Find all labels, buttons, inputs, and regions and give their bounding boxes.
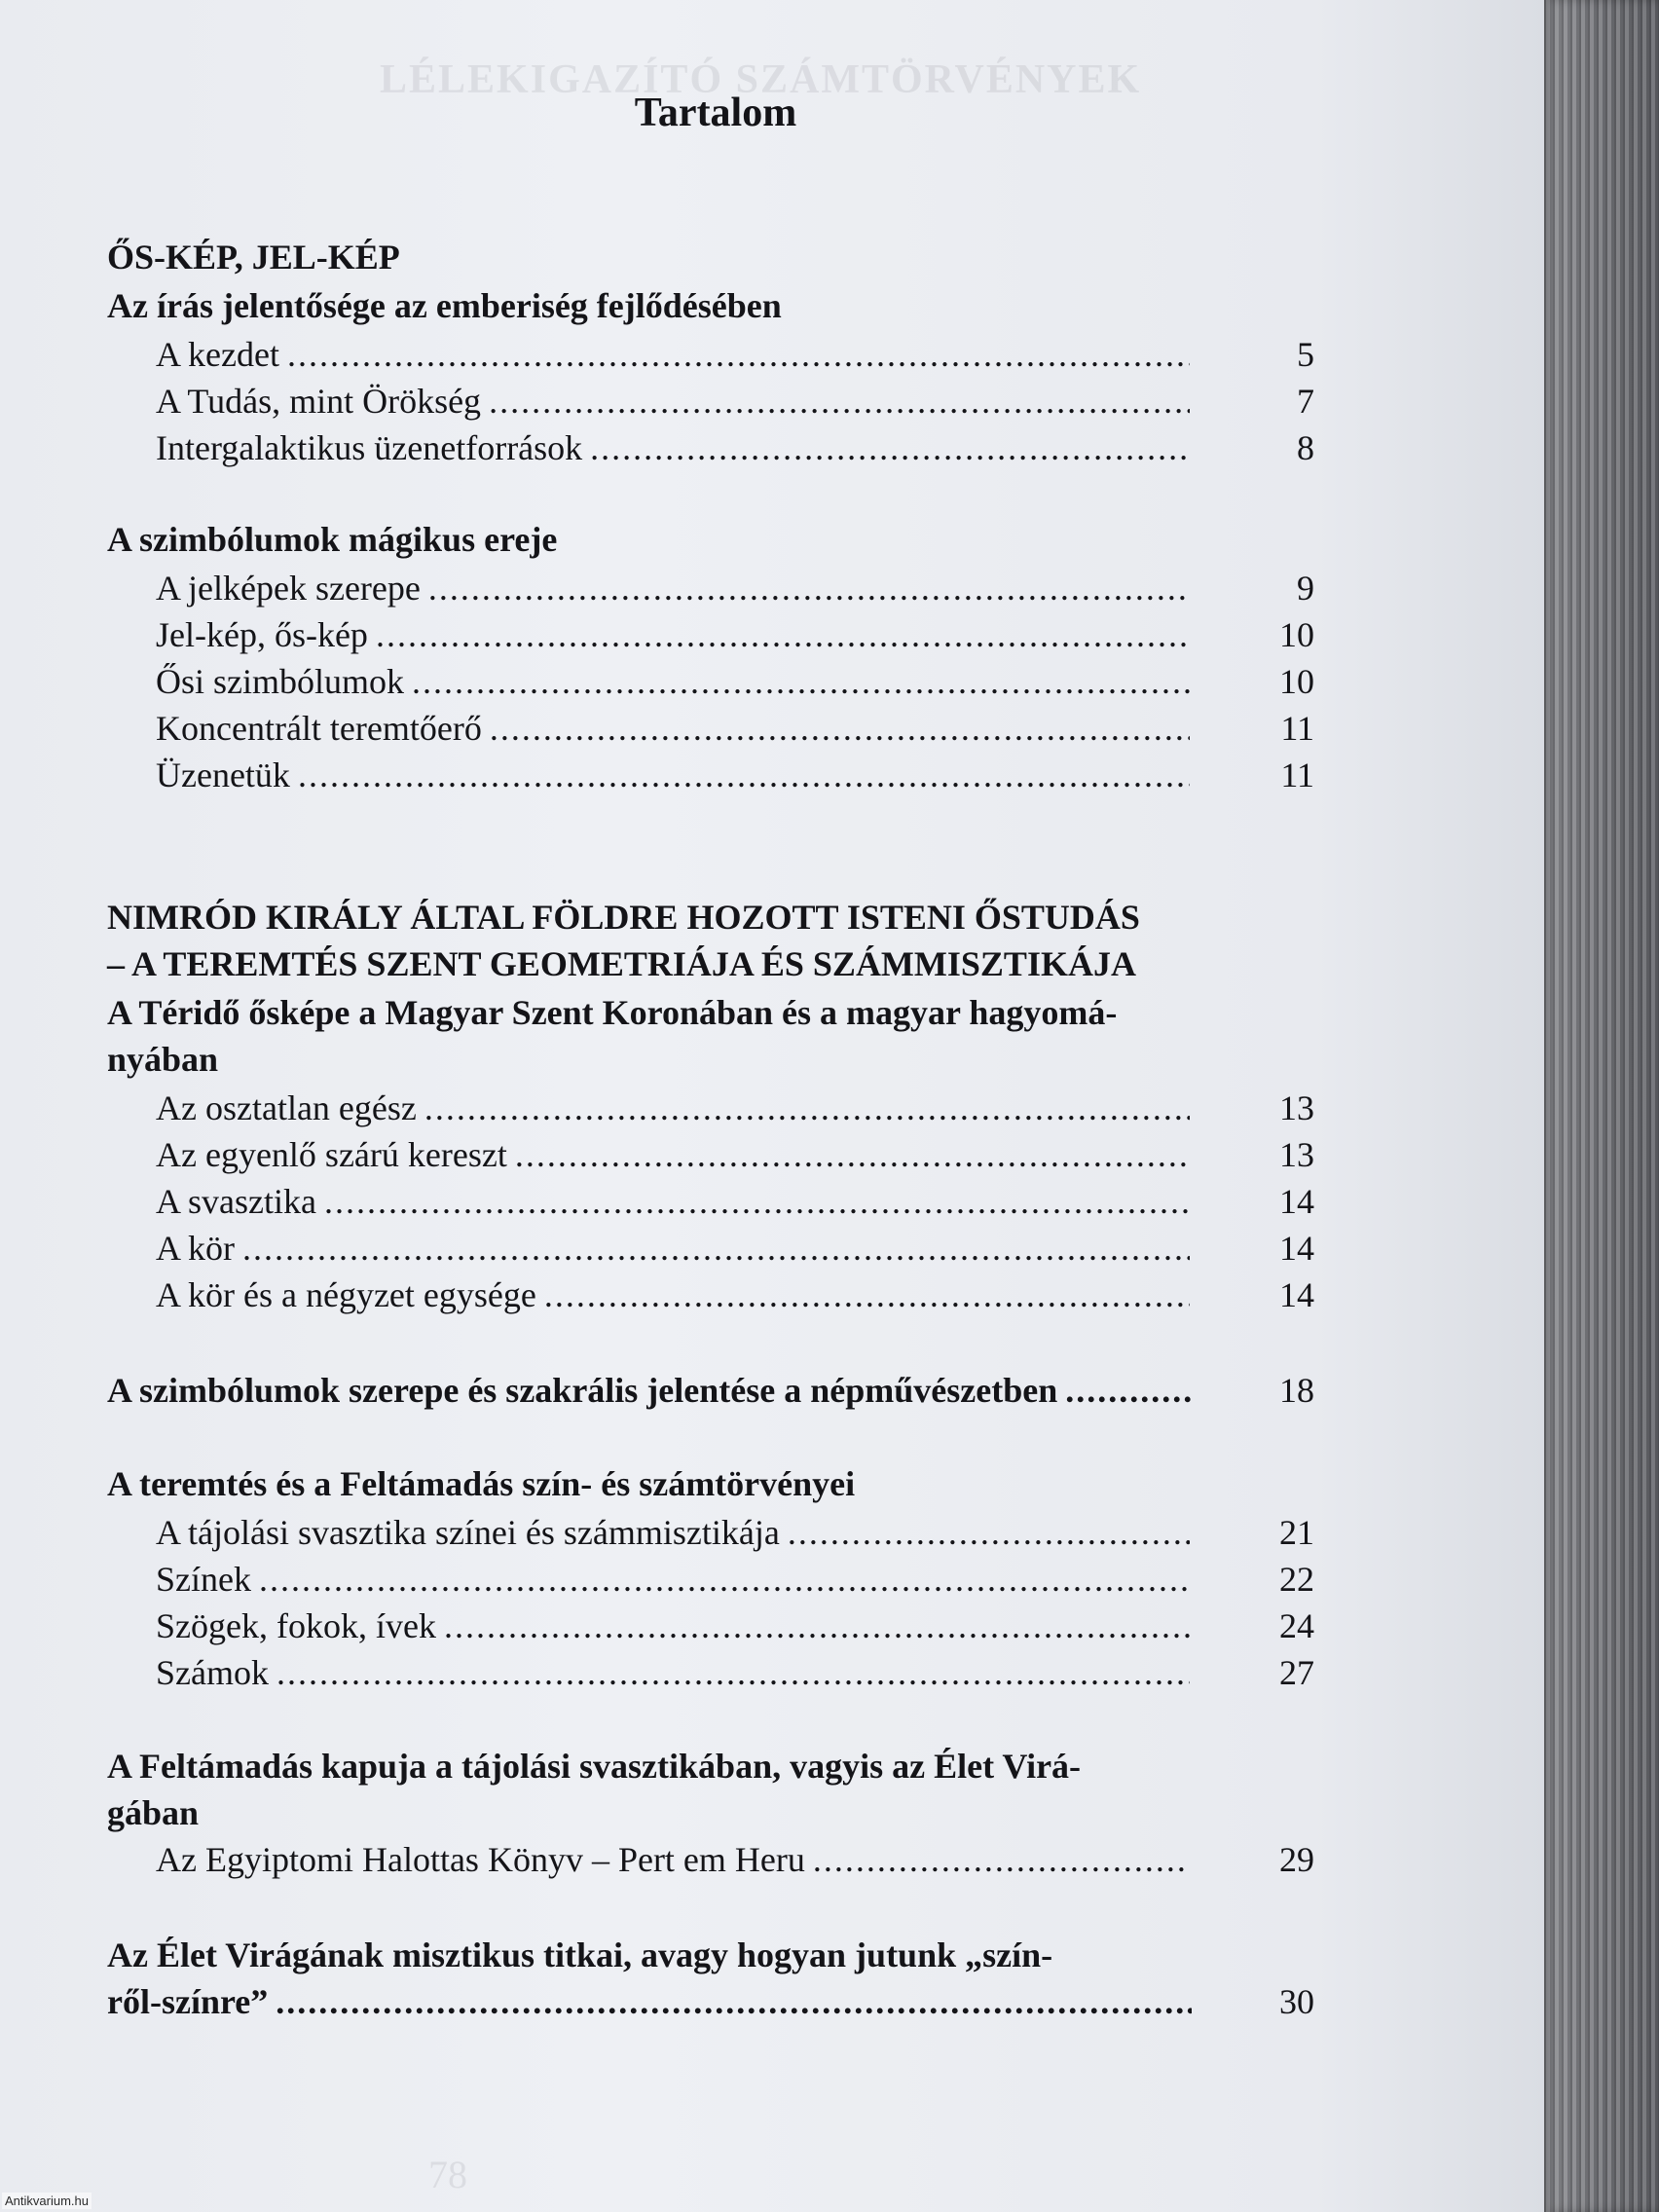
section-heading-line-1: Az Élet Virágának misztikus titkai, avagy hogyan jutunk „szín- [107,1936,1053,1974]
leader-dots [489,378,1190,424]
toc-page-number: 11 [1280,709,1314,748]
leader-dots [276,1978,1192,2025]
toc-entry[interactable] [156,1649,1192,1696]
section-heading-line-1: A Téridő ősképe a Magyar Szent Koronában és a magyar hagyomá- [107,993,1118,1032]
toc-entry-label: Intergalaktikus üzenetforrások [156,428,583,467]
toc-entry[interactable] [156,1178,1192,1225]
toc-entry[interactable] [156,1225,1192,1272]
toc-page-number: 5 [1297,335,1314,374]
toc-entry-label: A svasztika [156,1182,316,1221]
toc-page-number: 22 [1279,1560,1314,1599]
leader-dots [444,1603,1190,1649]
toc-page-number: 24 [1279,1606,1314,1645]
leader-dots [242,1225,1190,1272]
toc-entry-label: A kör [156,1229,235,1268]
toc-entry[interactable] [156,1272,1192,1318]
toc-entry-bold[interactable] [107,1978,1192,2025]
toc-entry-label: Az osztatlan egész [156,1088,417,1127]
section-heading-line-2: ről-színre” [107,1982,269,2021]
watermark: Antikvarium.hu [2,2193,92,2209]
toc-page-number: 27 [1279,1653,1314,1692]
part-heading-line-2: – A TEREMTÉS SZENT GEOMETRIÁJA ÉS SZÁMMISZTIKÁJA [107,944,1136,983]
toc-page-number: 11 [1280,756,1314,794]
leader-dots [412,658,1190,705]
toc-page-number: 7 [1297,382,1314,421]
toc-entry[interactable] [156,1603,1192,1649]
section-heading-line-2: nyában [107,1040,219,1079]
toc-entry-label: A jelképek szerepe [156,569,421,608]
toc-entry[interactable] [156,705,1192,752]
toc-page-number: 29 [1279,1840,1314,1879]
leader-dots [259,1556,1190,1603]
toc-page-number: 10 [1279,615,1314,654]
leader-dots [287,331,1190,378]
toc-entry-label: Szögek, fokok, ívek [156,1606,436,1645]
section-heading-line-1: A Feltámadás kapuja a tájolási svasztikában, vagyis az Élet Virá- [107,1747,1082,1786]
section-heading: A teremtés és a Feltámadás szín- és számtörvényei [107,1464,856,1503]
leader-dots [276,1649,1190,1696]
toc-entry-label: Üzenetük [156,756,290,794]
toc-entry[interactable] [156,1509,1192,1556]
toc-page-number: 8 [1297,428,1314,467]
toc-entry-label: A kezdet [156,335,279,374]
toc-entry-label: A Tudás, mint Örökség [156,382,482,421]
toc-entry[interactable] [156,424,1192,471]
toc-entry[interactable] [156,752,1192,798]
toc-entry[interactable] [156,565,1192,611]
toc-entry-label: Jel-kép, ős-kép [156,615,368,654]
toc-entry-label: Az Egyiptomi Halottas Könyv – Pert em Heru [156,1840,805,1879]
part-heading-line-1: NIMRÓD KIRÁLY ÁLTAL FÖLDRE HOZOTT ISTENI ŐSTUDÁS [107,898,1140,937]
toc-page-number: 10 [1279,662,1314,701]
toc-entry-label: A tájolási svasztika színei és számmisztikája [156,1513,780,1552]
section-heading: A szimbólumok mágikus ereje [107,520,558,559]
toc-page-number: 9 [1297,569,1314,608]
page-edge-stack [1544,0,1659,2212]
leader-dots [424,1085,1190,1131]
section-heading-line-2: gában [107,1793,200,1832]
toc-page-number: 14 [1279,1182,1314,1221]
toc-entry-label: Ősi szimbólumok [156,662,405,701]
toc-entry[interactable] [156,1085,1192,1131]
part-heading: ŐS-KÉP, JEL-KÉP [107,238,400,276]
toc-entry-label: Számok [156,1653,269,1692]
toc-entry[interactable] [156,1131,1192,1178]
leader-dots [376,611,1190,658]
leader-dots [1065,1367,1192,1414]
leader-dots [490,705,1190,752]
toc-page-number: 30 [1279,1982,1314,2021]
toc-entry[interactable] [156,378,1192,424]
leader-dots [590,424,1190,471]
toc-entry-label: Az egyenlő szárú kereszt [156,1135,507,1174]
toc-page-number: 14 [1279,1229,1314,1268]
toc-page-number: 14 [1279,1275,1314,1314]
toc-page-number: 13 [1279,1088,1314,1127]
toc-page-number: 18 [1279,1371,1314,1410]
toc-entry[interactable] [156,658,1192,705]
toc-entry-label: Koncentrált teremtőerő [156,709,482,748]
toc-entry-label: Színek [156,1560,251,1599]
section-heading: Az írás jelentősége az emberiség fejlődésében [107,286,782,325]
leader-dots [788,1509,1190,1556]
leader-dots [298,752,1190,798]
toc-entry[interactable] [156,1836,1192,1883]
leader-dots [324,1178,1190,1225]
toc-entry-bold[interactable] [107,1367,1192,1414]
toc-entry-label: A kör és a négyzet egysége [156,1275,536,1314]
section-heading: A szimbólumok szerepe és szakrális jelentése a népművészetben [107,1371,1058,1410]
toc-page-number: 21 [1279,1513,1314,1552]
leader-dots [515,1131,1190,1178]
toc-entry[interactable] [156,1556,1192,1603]
page-title: Tartalom [634,91,797,135]
leader-dots [428,565,1190,611]
leader-dots [813,1836,1190,1883]
toc-entry[interactable] [156,611,1192,658]
toc-page-number: 13 [1279,1135,1314,1174]
leader-dots [544,1272,1190,1318]
toc-entry[interactable] [156,331,1192,378]
